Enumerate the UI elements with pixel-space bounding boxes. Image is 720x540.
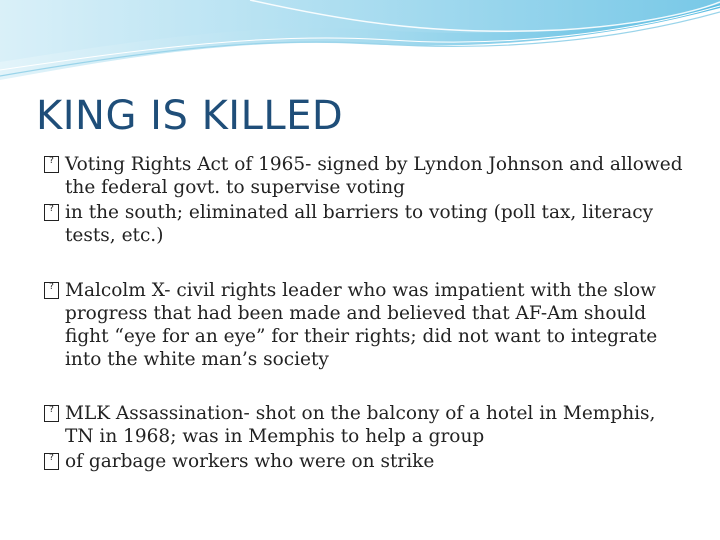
missing-glyph-icon: ? — [44, 204, 59, 221]
paragraph-text: of garbage workers who were on strike — [65, 451, 435, 472]
missing-glyph-icon: ? — [44, 453, 59, 470]
paragraph-text: in the south; eliminated all barriers to voting (poll tax, literacy tests, etc.) — [65, 202, 654, 246]
paragraph-text: MLK Assassination- shot on the balcony of a hotel in Memphis, TN in 1968; was in Memphis to help a group — [65, 403, 656, 447]
header-wave-decoration — [0, 0, 720, 90]
list-item — [44, 153, 684, 199]
missing-glyph-icon: ? — [44, 282, 59, 299]
list-item — [44, 450, 684, 473]
missing-glyph-icon: ? — [44, 405, 59, 422]
list-item — [44, 402, 684, 448]
paragraph-text: Voting Rights Act of 1965- signed by Lyndon Johnson and allowed the federal govt. to supervise voting — [65, 154, 683, 198]
list-item — [44, 279, 684, 371]
bullet-list — [44, 153, 684, 473]
slide-title: KING IS KILLED — [36, 93, 344, 139]
missing-glyph-icon: ? — [44, 156, 59, 173]
list-item — [44, 201, 684, 247]
paragraph-text: Malcolm X- civil rights leader who was impatient with the slow progress that had been made and believed that AF-Am should fight “eye for an eye” for their rights; did not want to integrate into the white man’s society — [65, 280, 658, 370]
